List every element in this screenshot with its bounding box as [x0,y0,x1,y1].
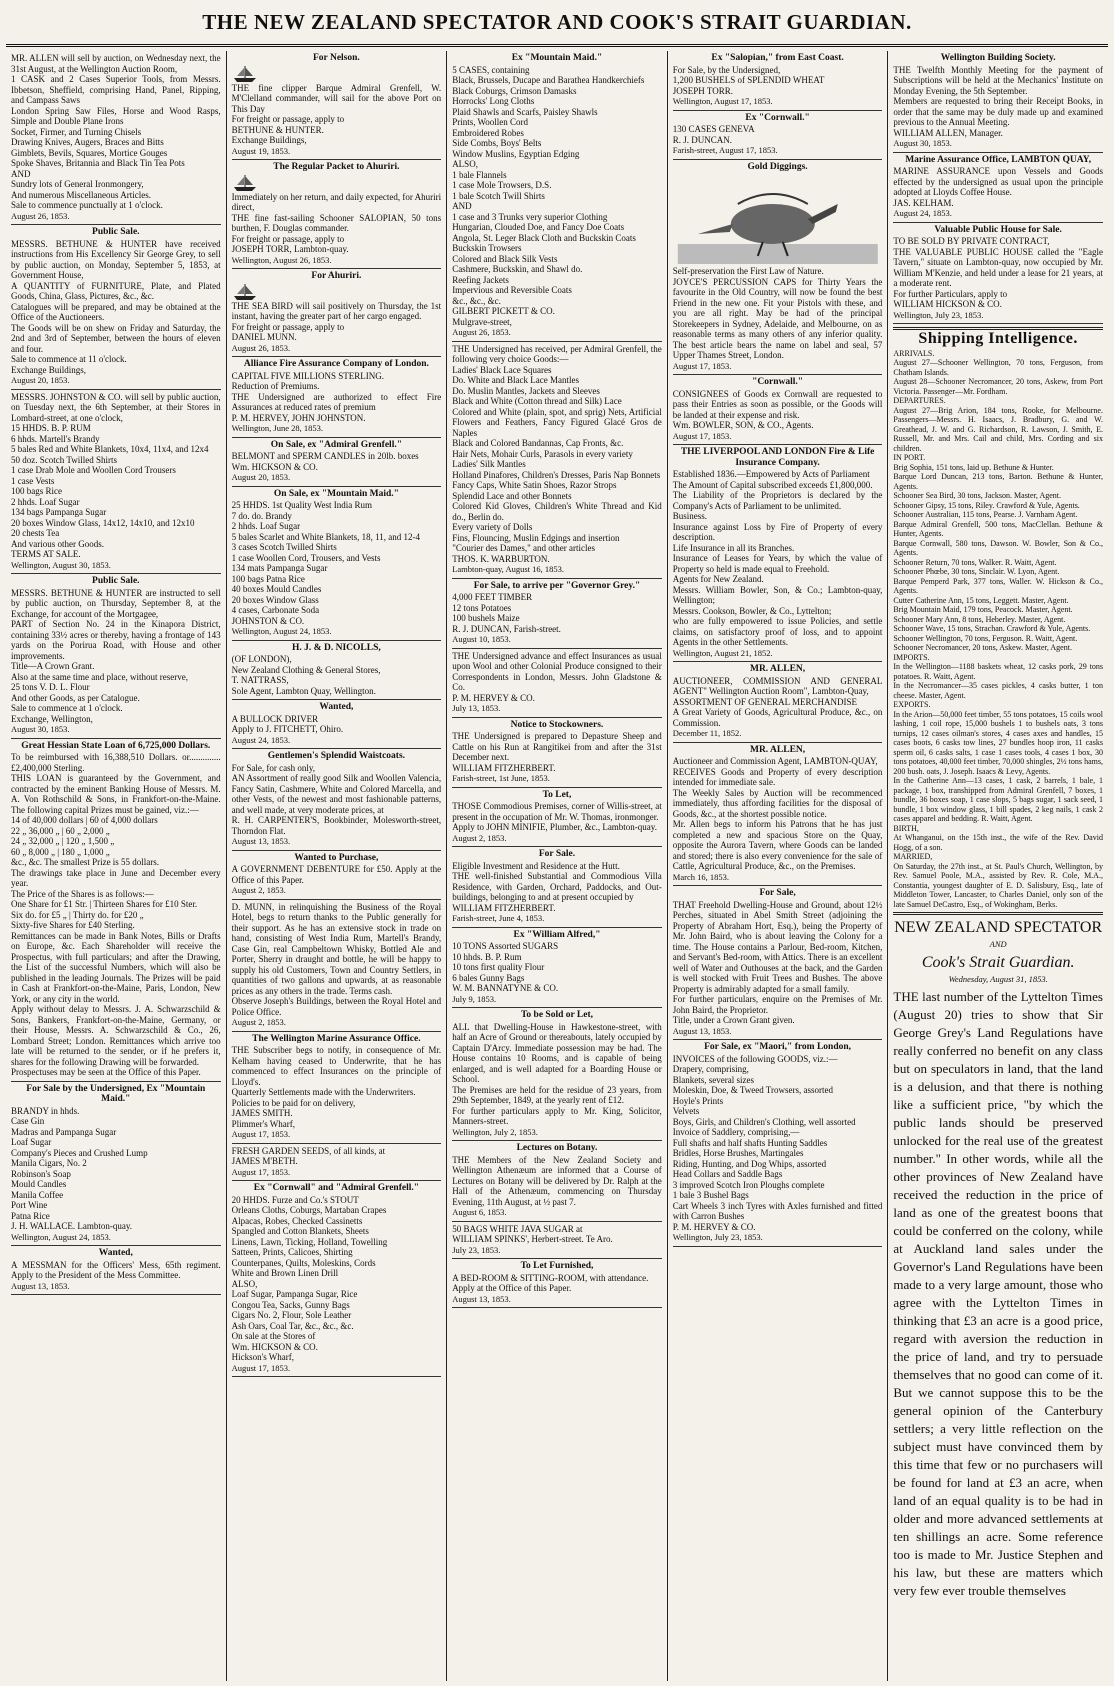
advertisement [673,662,883,743]
ad-body: D. MUNN, in relinquishing the Business of the Royal Hotel, begs to return thanks to the Public generally for their support. As he has an extensive stock in trade on hand, consisting of West India Rum, Martell's Brandy, Case Gin, real Campbeltown Whisky, Bottled Ale and Porter, Sherry in draught and bottle, he will be happy to supply his old Customers, Town and Country Settlers, in quantities of two gallons and upwards, at as reasonable prices as any others in the trade. Terms cash. Observe Joseph's Buildings, between the Royal Hotel and Police Office. [231,901,442,1017]
shipping-title: Shipping Intelligence. [918,330,1078,347]
ad-body: AUCTIONEER, COMMISSION AND GENERAL AGENT" Wellington Auction Room", Lambton-Quay, ASSORTMENT OF GENERAL MERCHANDISE A Great Variety of Goods, Agricultural Produce, &c., on Commission. [672,675,883,728]
ad-date: August 17, 1853. [672,430,732,441]
advertisement [452,788,662,848]
editorial-and: AND [989,939,1007,949]
ad-date: Farish-street, 1st June, 1853. [452,773,550,783]
shipping-body: ARRIVALS. August 27—Schooner Wellington, 70 tons, Ferguson, from Chatham Islands. August 28—Schooner Necromancer, 20 tons, Askew, from Port Victoria. Passenger—Mr. Fordham. DEPARTURES. August 27—Brig Arion, 184 tons, Rooke, for Melbourne. Passengers—Messrs. H. Isaacs, J. Bradbury, G. and W. Greathead, J. W. and G. Richardson, R. Lawson, J. Smith, E. Russell, Mr. and Mrs. Cail and child, Mrs. Cording and six children. IN PORT. Brig Sophia, 151 tons, laid up. Bethune & Hunter. Barque Lord Duncan, 213 tons, Barton. Bethune & Hunter, Agents. Schooner Sea Bird, 30 tons, Jackson. Master, Agent. Schooner Gipsy, 15 tons, Riley. Crawford & Yule, Agents. Schooner Australian, 115 tons, Pearse. J. Varnham Agent. Barque Admiral Grenfell, 500 tons, MacClellan. Bethune & Hunter, Agents. Barque Cornwall, 580 tons, Dawson. W. Bowler, Son & Co., Agents. Schooner Return, 70 tons, Walker. R. Waitt, Agent. Schooner Phœbe, 30 tons, Sinclair. W. Lyon, Agent. Barque Pemperd Park, 377 tons, Waller. W. Hickson & Co., Agents. Cutter Catherine Ann, 15 tons, Leggett. Master, Agent. Brig Mountain Maid, 179 tons, Peacock. Master, Agent. Schooner Mary Ann, 8 tons, Heberley. Master, Agent. Schooner Wave, 15 tons, Strachan. Crawford & Yule, Agents. Schooner Wellington, 70 tons, Ferguson. R. Waitt, Agent. Schooner Necromancer, 20 tons, Askew. Master, Agent. IMPORTS. In the Wellington—1188 baskets wheat, 12 casks pork, 29 tons potatoes. R. Waitt, Agent. In the Necromancer—35 cases pickles, 4 casks butter, 1 ton cheese. Master, Agent. EXPORTS. In the Arion—50,000 feet timber, 55 tons potatoes, 15 coils wool lashing, 1 coil rope, 15,000 bushels 1 to bushels oats, 3 tons turnips, 12 cases oilman's stores, 4 cases axes and handles, 15 cases boots, 6 casks tow lines, 27 bundles hoop iron, 11 casks sperm oil, 6 casks salts, 1 case 1 cases tools, 4 cases 1 box, 30 tons potatoes, 40,000 feet timber, 70,000 shingles, 2½ tons hams, 200 bush. oats, J. Joseph. Isaacs & Levy, Agents. In the Catherine Ann—13 cases, 1 cask, 2 barrels, 1 bale, 1 package, 1 box, transhipped from Admiral Grenfell, 7 boxes, 1 bundle, 36 boxes soap, 1 case slops, 5 bags sugar, 1 sack seed, 1 bundle, 1 box window glass, 1 bill spades, 2 keg nails, 1 cask 2 cases apparel and bedding. R. Waitt, Agent. BIRTH, At Whanganui, on the 15th inst., the wife of the Rev. David Hogg, of a son. MARRIED, On Saturday, the 27th inst., at St. Paul's Church, Wellington, by Rev. Samuel Poole, M.A., assisted by Rev. R. Cole, M.A., Constantia, youngest daughter of E. D. Salisbury, Esq., late of Middleton Tower, Lancaster, to Charles Daniel, only son of the late Samuel DeCastro, Esq., of Wokingham, Berks. [893,348,1103,909]
advertisement [452,649,662,718]
ad-date: July 9, 1853. [452,993,497,1004]
ad-heading: For Sale, to arrive per "Governor Grey." [473,580,641,591]
ad-body: INVOICES of the following GOODS, viz.:— Drapery, comprising, Blankets, several sizes Moleskin, Doe, & Tweed Trowsers, assorted Hoyle's Prints Velvets Boys, Girls, and Children's Clothing, well assorted Invoice of Saddlery, comprising,— Full shafts and half shafts Hunting Saddles Bridles, Horse Brushes, Martingales Riding, Hunting, and Dog Whips, assorted Head Collars and Saddle Bags 3 improved Scotch Iron Ploughs complete 1 bale 3 Bushel Bags Cart Wheels 3 inch Tyres with Axles furnished and fitted with Carron Bushes P. M. HERVEY & CO. [672,1053,883,1232]
ad-date: August 30, 1853. [893,138,952,148]
ad-heading: For Sale, [759,888,796,898]
ad-date: August 26, 1853. [452,327,511,337]
ad-date: Wellington, July 23, 1853. [893,309,984,320]
ad-heading: THE LIVERPOOL AND LONDON Fire & Life Insurance Company. [680,447,875,468]
ad-body: BRANDY in hhds. Case Gin Madras and Pampanga Sugar Loaf Sugar Company's Pieces and Crushed Lump Manila Cigars, No. 2 Robinson's Soap Mould Candles Manila Coffee Port Wine Patna Rice J. H. WALLACE. Lambton-quay. [11,1105,148,1231]
advertisement [452,928,662,1009]
ad-body: MARINE ASSURANCE upon Vessels and Goods effected by the undersigned as usual upon the principle adopted at Lloyds Coffee House. JAS. KELHAM. [893,166,1103,208]
ad-date: August 26, 1853. [231,342,291,353]
advertisement [232,1181,442,1377]
ad-heading: Public Sale. [92,227,140,237]
editorial-body: THE last number of the Lyttelton Times (August 20) tries to show that Sir George Grey's Land Regulations have really conferred no benefit on any class but on speculators in land, that the land is a delusion, and that there is nothing like a sufficient price, "by which the public lands should be preserved unlocked for the real use of the greatest number." In other words, while all the other provinces of New Zealand have received the reduction in the price of land as one of the greatest boons that could be conferred on the colony, while at Auckland land sales under the Governor's Land Regulations have been made to a very large amount, those who agree with the Lyttelton Times in thinking that £3 an acre is a good price, regard with aversion the reduction in the price of land, and try to persuade themselves that no good can come of it. But we cannot suppose this to be the general opinion of the Canterbury settlers; a very little reflection on the subject must have convinced them by this time that few or no purchasers will be found for land at £3 an acre, when land of an equal quality is to be had in older and more advanced settlements at ten shillings an acre. Some reference too is made to Mr. Justice Stephen and his law, but these are matters which very few ever trouble themselves [893,989,1103,1598]
ad-heading: Wellington Building Society. [940,53,1056,63]
advertisement [452,718,662,788]
ad-heading: For Nelson. [312,53,360,63]
advertisement [232,641,442,701]
ad-date: August 2, 1853. [452,832,507,843]
ad-date: Wellington, August 21, 1852. [672,647,773,658]
advertisement [452,342,662,579]
advertisement [452,579,662,649]
advertisement [893,51,1103,153]
advertisement [673,743,883,887]
ad-body: Immediately on her return, and daily expected, for Ahuriri direct, THE fine fast-sailing Schooner SALOPIAN, 50 tons burthen, F. Douglas commander. For freight or passage, apply to JOSEPH TORR, Lambton-quay. [231,191,442,254]
ad-date: August 13, 1853. [231,836,291,846]
ad-body: 4,000 FEET TIMBER 12 tons Potatoes 100 bushels Maize R. J. DUNCAN, Farish-street. [452,592,561,634]
advertisement [11,739,221,1082]
ad-date: August 2, 1853. [231,885,286,895]
ad-date: August 13, 1853. [452,1293,511,1304]
ad-heading: On Sale, ex "Admiral Grenfell." [270,439,402,450]
advertisement [232,749,442,851]
column-2 [227,51,448,1681]
ad-date: August 24, 1853. [231,734,291,745]
ad-heading: For Sale by the Undersigned, Ex "Mountain Maid." [26,1083,206,1104]
ad-heading: Ex "Cornwall." [745,112,810,123]
ad-date: Wellington, August 30, 1853. [11,559,111,570]
ad-date: August 17, 1853. [231,1166,291,1177]
advertisement [452,1222,662,1260]
ad-body: MR. ALLEN will sell by auction, on Wednesday next, the 31st August, at the Wellington Auction Room, 1 CASK and 2 Cases Superior Tools, from Messrs. Ibbetson, Sheffield, comprising Hand, Panel, Ripping, and Campass Saws London Spring Saw Files, Horse and Wood Rasps, Simple and Double Plane Irons Socket, Firmer, and Turning Chisels Drawing Knives, Augers, Braces and Bitts Gimblets, Bevils, Squares, Mortice Gouges Spoke Shaves, Britannia and Black Tin Tea Pots AND Sundry lots of General Ironmongery, And numerous Miscellaneous Articles. Sale to commence punctually at 1 o'clock. [11,53,221,210]
ad-body: THE Subscriber begs to notify, in consequence of Mr. Kelham having ceased to Underwrite, that he has commenced to effect Insurances on the principle of Lloyd's. Quarterly Settlements made with the Underwriters. Policies to be paid for on delivery, JAMES SMITH. Plimmer's Wharf, [231,1045,442,1129]
ad-body: CONSIGNEES of Goods ex Cornwall are requested to pass their Entries as soon as possible, or the Goods will be landed at their expense and risk. Wm. BOWLER, SON, & CO., Agents. [672,388,883,430]
advertisement [673,375,883,445]
ad-date: Wellington, August 26, 1853. [231,254,332,265]
ad-body: CAPITAL FIVE MILLIONS STERLING. Reduction of Premiums. THE Undersigned are authorized to effect Fire Assurances at reduced rates of premium P. M. HERVEY, JOHN JOHNSTON. [231,370,442,423]
ad-heading: To Let Furnished, [520,1261,594,1271]
ad-heading: Valuable Public House for Sale. [934,224,1062,235]
ad-heading: Great Hessian State Loan of 6,725,000 Dollars. [21,740,211,751]
ad-date: August 24, 1853. [893,208,952,218]
advertisement [232,1032,442,1144]
ad-heading: MR. ALLEN, [749,744,806,755]
ad-body: (OF LONDON), New Zealand Clothing & General Stores, T. NATTRASS, Sole Agent, Lambton Quay, Wellington. [231,654,381,696]
ad-heading: Public Sale. [92,576,140,586]
advertisement [452,1259,662,1308]
ad-body: THE Undersigned has received, per Admiral Grenfell, the following very choice Goods:— Ladies' Black Lace Squares Do. White and Black Lace Mantles Do. Muslin Mantles, Jackets and Sleeves Black and White (Cotton thread and Silk) Lace Colored and White (plain, spot, and sprig) Nets, Artificial Flowers and Feathers, Fancy Figured Glacé Gros de Naples Black and Colored Bandannas, Cap Fronts, &c. Hair Nets, Mohair Curls, Parasols in every variety Ladies' Silk Mantles Holland Pinafores, Children's Dresses, Paris Nap Bonnets Fancy Caps, White Satin Shoes, Razor Strops Splendid Lace and other Bonnets Colored Kid Gloves, Children's White Thread and Kid do., Berlin do. Every variety of Dolls Fins, Flouncing, Muslin Edgings and insertion "Courier des Dames," and other articles THOS. K. WARBURTON. [452,343,662,564]
hunting-bird-engraving-icon [673,174,883,264]
ad-body: THE SEA BIRD will sail positively on Thursday, the 1st instant, having the greater part of her cargo engaged. For freight or passage, apply to DANIEL MUNN. [231,300,442,342]
advertisement [232,700,442,749]
ad-date: Wellington, July 2, 1853. [452,1126,538,1137]
ad-body: MESSRS. BETHUNE & HUNTER are instructed to sell by public auction, on Thursday, September 8, at the Exchange, for account of the Mortgagee, PART of Section No. 24 in the Kinapora District, containing 33½ acres or thereby, having a frontage of 143 yards on the Porirua Road, with House and other improvements. Title—A Crown Grant. Also at the same time and place, without reserve, 25 tons V. D. L. Flour And other Goods, as per Catalogue. Sale to commence at 1 o'clock. Exchange, Wellington, [11,587,221,724]
ad-date: August 20, 1853. [11,375,70,385]
ad-date: December 11, 1852. [672,728,742,738]
ad-heading: Lectures on Botany. [516,1143,598,1153]
advertisement [232,1144,442,1182]
ad-date: August 2, 1853. [231,1017,286,1027]
ad-body: MESSRS. JOHNSTON & CO. will sell by public auction, on Tuesday next, the 6th September, at their Stores in Lombard-street, at one o'clock, 15 HHDS. B. P. RUM 6 hhds. Martell's Brandy 5 bales Red and White Blankets, 10x4, 11x4, and 12x4 50 doz. Scotch Twilled Shirts 1 case Drab Mole and Woollen Cord Trousers 1 case Vests 100 bags Rice 2 hhds. Loaf Sugar 134 bags Pampanga Sugar 20 boxes Window Glass, 14x12, 14x10, and 12x10 20 chests Tea And various other Goods. TERMS AT SALE. [11,391,221,559]
ad-date: Wellington, June 28, 1853. [231,423,323,433]
ad-heading: MR. ALLEN, [749,664,806,674]
ad-heading: For Ahuriri. [311,271,362,281]
ad-heading: For Sale, ex "Maori," from London, [704,1042,852,1052]
ad-body: MESSRS. BETHUNE & HUNTER have received instructions from His Excellency Sir George Grey, to sell by public auction, on Monday, September 5, 1853, at Government House, A QUANTITY of FURNITURE, Plate, and Plated Goods, China, Glass, Pictures, &c., &c. Catalogues will be prepared, and may be obtained at the Office of the Auctioneers. The Goods will be on shew on Friday and Saturday, the 2nd and 3rd of September, between the hours of eleven and four. Sale to commence at 11 o'clock. Exchange Buildings, [11,238,221,375]
ad-heading: On Sale, ex "Mountain Maid." [273,488,399,499]
ad-body: Auctioneer and Commission Agent, LAMBTON-QUAY, RECEIVES Goods and Property of every description intended for immediate sale. The Weekly Sales by Auction will be recommenced immediately, thus affording facilities for the disposal of Goods, &c., at the shortest possible notice. Mr. Allen begs to inform his Patrons that he has just completed a new and spacious Store on the Quay, opposite the Aurora Tavern, where Goods can be landed and stored; there is also every convenience for the sale of Cattle, Agricultural Produce, &c., on the Premises. [672,756,883,871]
advertisement [11,51,221,225]
ad-date: Wellington, July 23, 1853. [672,1232,763,1242]
ad-date: July 23, 1853. [452,1244,501,1255]
advertisement [11,1246,221,1295]
column-4 [668,51,889,1681]
ad-heading: Ex "Salopian," from East Coast. [711,53,844,63]
ad-date: Lambton-quay, August 16, 1853. [452,564,565,574]
ad-body: Self-preservation the First Law of Nature. JOYCE'S PERCUSSION CAPS for Thirty Years the favourite in the Old Country, will now be found the best Friend in the new one. Fit your Pistols with these, and you are all right. May be had of the principal Storekeepers in Sydney, Adelaide, and Melbourne, on as reasonable terms as many others of any inferior quality. The best article bears the name on label and seal, 57 Upper Thames Street, London. [672,266,883,360]
ad-date: August 10, 1853. [452,634,511,644]
ship-icon [232,283,258,301]
advertisement [232,487,442,641]
ad-body: For Sale, for cash only, AN Assortment of really good Silk and Woollen Valencia, Fancy Satin, Cashmere, White and Colored Marcella, and other Vests, of the newest and most fashionable patterns, and well made, at very moderate prices, at R. H. CARPENTER'S, Bookbinder, Molesworth-street, Thorndon Flat. [231,762,442,836]
ad-date: August 19, 1853. [231,145,291,156]
ad-date: August 20, 1853. [231,472,291,482]
ad-heading: To Let, [542,789,572,800]
advertisement [673,886,883,1040]
ad-body: 5 CASES, containing Black, Brussels, Ducape and Barathea Handkerchiefs Black Coburgs, Crimson Damasks Horrocks' Long Cloths Plaid Shawls and Scarfs, Paisley Shawls Prints, Woollen Cord Embroidered Robes Side Combs, Boys' Belts Window Muslins, Egyptian Edging ALSO, 1 bale Flannels 1 case Mole Trowsers, D.S. 1 bale Scotch Twill Shirts AND 1 case and 3 Trunks very superior Clothing Hungarian, Clouded Doe, and Fancy Doe Coats Angola, St. Leger Black Cloth and Buckskin Coats Buckskin Trowsers Colored and Black Silk Vests Cashmere, Buckskin, and Shawl do. Reefing Jackets Impervious and Reversible Coats &c., &c., &c. GILBERT PICKETT & CO. Mulgrave-street, [452,64,645,327]
ad-date: August 17, 1853. [231,1362,291,1373]
ad-date: August 13, 1853. [672,1025,732,1036]
ad-heading: Ex "Cornwall" and "Admiral Grenfell." [253,1183,420,1193]
ad-body: ALL that Dwelling-House in Hawkestone-street, with half an Acre of Ground or thereabouts, lately occupied by Captain D'Arcy. Immediate possession may be had. The House contains 10 Rooms, and is capable of being enlarged, and is well adapted for a Boarding House or School. The Premises are held for the residue of 23 years, from 29th September, 1849, at the yearly rent of £12. For further particulars apply to Mr. King, Solicitor, Manners-street. [452,1021,662,1126]
ad-date: August 26, 1853. [11,210,70,221]
ad-date: Farish-street, August 17, 1853. [672,145,778,155]
ad-date: August 6, 1853. [452,1207,507,1217]
ad-heading: To be Sold or Let, [520,1010,594,1020]
ad-body: THE Twelfth Monthly Meeting for the payment of Subscriptions will be held at the Mechanics' Institute on Monday Evening, the 5th September. Members are requested to bring their Receipt Books, in order that the same may be duly made up and examined previous to the Annual Meeting. WILLIAM ALLEN, Manager. [893,64,1103,138]
ad-heading: Ex "William Alfred," [513,929,601,940]
advertisement [452,847,662,928]
column-1 [6,51,227,1681]
advertisement [11,1082,221,1247]
ad-body: A MESSMAN for the Officers' Mess, 65th regiment. Apply to the President of the Mess Committee. [11,1259,221,1280]
ship-icon [232,65,258,83]
ad-body: FRESH GARDEN SEEDS, of all kinds, at JAMES M'BETH. [231,1145,386,1166]
ad-body: A BULLOCK DRIVER Apply to J. FITCHETT, Ohiro. [231,713,344,734]
advertisement [673,1040,883,1247]
ad-heading: Marine Assurance Office, LAMBTON QUAY, [905,154,1092,165]
advertisement [673,111,883,160]
ad-heading: Gold Diggings. [747,161,808,172]
ad-date: August 17, 1853. [231,1129,291,1139]
ad-heading: For Sale. [538,849,576,859]
ad-body: 130 CASES GENEVA R. J. DUNCAN. [672,124,755,145]
column-3 [447,51,668,1681]
ad-body: THAT Freehold Dwelling-House and Ground, about 12½ Perches, situated in Abel Smith Street (adjoining the Property of Abraham Hort, Esq.), being the Property of Mr. John Baird, who is about leaving the Colony for a time. The House contains a Parlour, Bed-room, Kitchen, and Servant's Bed-room, with Attics. There is an excellent well of Water and Outhouses at the back, and the Garden is well stocked with Fruit Trees and Bushes. The above Property is admirably adapted for a small family. For further particulars, enquire on the Premises of Mr. John Baird, the Proprietor. Title, under a Crown Grant given. [672,899,883,1025]
ad-body: 20 HHDS. Furze and Co.'s STOUT Orleans Cloths, Coburgs, Martaban Crapes Alpacas, Robes, Checked Cassinetts Spangled and Cotton Blankets, Sheets Linens, Lawn, Ticking, Holland, Towelling Satteen, Prints, Calicoes, Shirting Counterpanes, Quilts, Moleskins, Cords White and Brown Linen Drill ALSO, Loaf Sugar, Pampanga Sugar, Rice Congou Tea, Sacks, Gunny Bags Cigars No. 2, Flour, Sole Leather Ash Oars, Coal Tar, &c., &c., &c. On sale at the Stores of Wm. HICKSON & CO. Hickson's Wharf, [231,1194,388,1362]
ad-body: TO BE SOLD BY PRIVATE CONTRACT, THE VALUABLE PUBLIC HOUSE called the "Eagle Tavern," situate on Lambton-quay, now occupied by Mr. William M'Kenzie, and held under a lease for 21 years, at a moderate rent. For further Particulars, apply to WILLIAM HICKSON & CO. [893,236,1103,309]
ad-body: THE fine clipper Barque Admiral Grenfell, W. M'Clelland commander, will sail for the above Port on This Day For freight or passage, apply to BETHUNE & HUNTER. Exchange Buildings, [231,82,442,145]
masthead [6,0,1108,47]
ad-body: For Sale, by the Undersigned, 1,200 BUSHELS of SPLENDID WHEAT JOSEPH TORR. [672,64,825,96]
ad-body: THOSE Commodious Premises, corner of Willis-street, at present in the occupation of Mr. W. Thomas, ironmonger. Apply to JOHN MINIFIE, Plumber, &c., Lambton-quay. [452,801,662,832]
advertisement [232,900,442,1032]
ad-date: August 17, 1853. [672,360,732,371]
ad-date: July 13, 1853. [452,703,501,713]
ad-body: THE Members of the New Zealand Society and Wellington Athenæum are informed that a Course of Lectures on Botany will be delivered by Dr. Ralph at the Hall of the Athenæum, commencing on Thursday Evening, 11th August, at ½ past 7. [452,1154,662,1207]
columns [6,51,1108,1681]
ad-body: 10 TONS Assorted SUGARS 10 hhds. B. P. Rum 10 tons first quality Flour 6 bales Gunny Bags W. M. BANNATYNE & CO. [452,941,559,993]
advertisement [232,357,442,438]
advertisement [893,153,1103,223]
ad-heading: "Cornwall." [752,377,804,387]
divider [893,912,1103,915]
ad-date: Wellington, August 24, 1853. [231,626,332,636]
ship-icon [232,174,258,192]
ad-body: A BED-ROOM & SITTING-ROOM, with attendance. Apply at the Office of this Paper. [452,1272,649,1293]
editorial-subtitle: Cook's Strait Guardian. [921,953,1075,971]
editorial-date: Wednesday, August 31, 1853. [948,973,1048,984]
advertisement [232,51,442,160]
ad-date: Wellington, August 17, 1853. [672,96,773,106]
advertisement [11,574,221,739]
advertisement [673,51,883,111]
ad-date: Wellington, August 24, 1853. [11,1231,111,1242]
ad-body: 25 HHDS. 1st Quality West India Rum 7 do. do. Brandy 2 hhds. Loaf Sugar 5 bales Scarlet and White Blankets, 18, 11, and 12-4 3 cases Scotch Twilled Shirts 1 case Woollen Cord, Trousers, and Vests 134 mats Pampanga Sugar 100 bags Patna Rice 40 boxes Mould Candles 20 boxes Window Glass 4 cases, Carbonate Soda JOHNSTON & CO. [231,500,421,626]
advertisement [452,1141,662,1222]
ad-date: August 13, 1853. [11,1280,70,1291]
ad-body: THE Undersigned is prepared to Depasture Sheep and Cattle on his Run at Rangitikei from and after the 31st December next. WILLIAM FITZHERBERT. [452,731,662,773]
advertisement [893,223,1103,325]
newspaper-title: THE NEW ZEALAND SPECTATOR AND COOK'S STRAIT GUARDIAN. [202,9,912,34]
advertisement [232,438,442,487]
advertisement [673,445,883,662]
ad-heading: Gentlemen's Splendid Waistcoats. [267,751,406,761]
ad-body: 50 BAGS WHITE JAVA SUGAR at WILLIAM SPINKS', Herbert-street. Te Aro. [452,1223,613,1244]
advertisement [452,51,662,342]
ad-body: Eligible Investment and Residence at the Hutt. THE well-finished Substantial and Commodious Villa Residence, with Garden, Orchard, Paddocks, and Out-buildings, belonging to and at present occupied by WILLIAM FITZHERBERT. [452,860,662,913]
ad-body: To be reimbursed with 16,388,510 Dollars. or..............£2,400,000 Sterling. THIS LOAN is guaranteed by the Government, and contracted by the eminent Banking House of Messrs. M. A. Von Rothschild & Sons, in Frankfort-on-the-Maine. The following capital Prizes must be gained, viz.:— 14 of 40,000 dollars | 60 of 4,000 dollars 22 „ 36,000 „ | 60 „ 2,000 „ 24 „ 32,000 „ | 120 „ 1,500 „ 60 „ 8,000 „ | 180 „ 1,000 „ &c., &c. The smallest Prize is 55 dollars. The drawings take place in June and December every year. The Price of the Shares is as follows:— One Share for £1 Str. | Thirteen Shares for £10 Ster. Six do. for £5 „ | Thirty do. for £20 „ Sixty-five Shares for £40 Sterling. Remittances can be made in Bank Notes, Bills or Drafts on Europe, &c. Each Shareholder will receive the Prospectus, with full particulars; and after the Drawing, the List of the successful Numbers, which will also be published in the leading Journals. The Prizes will be paid in Cash at Frankfort-on-the-Maine, Paris, London, New York, or any city in the world. Apply without delay to Messrs. J. A. Schwarzschild & Sons, Bankers, Frankfort-on-the-Maine, Germany, or their House, Messrs. A. Schwarzschild & Co., 26, Lombard Street; London. Remittances which arrive too late will be returned to the sender, or if he prefers it, shares for the following Drawing will be forwarded. Prospectuses may be seen at the Office of this Paper. [11,752,221,1077]
column-5 [888,51,1108,1681]
editorial-title: NEW ZEALAND SPECTATOR [894,919,1103,936]
advertisement [232,851,442,900]
ad-date: March 16, 1853. [672,871,729,882]
ad-heading: Wanted, [319,702,354,712]
advertisement [673,160,883,376]
ad-heading: Notice to Stockowners. [510,719,604,730]
ad-date: August 30, 1853. [11,724,70,734]
ad-body: BELMONT and SPERM CANDLES in 20lb. boxes Wm. HICKSON & CO. [231,451,419,472]
advertisement [232,269,442,357]
advertisement [11,225,221,390]
ad-heading: H. J. & D. NICOLLS, [292,642,381,653]
advertisement [232,160,442,269]
ad-heading: Wanted, [98,1248,133,1258]
ad-heading: The Regular Packet to Ahuriri. [273,162,400,172]
ad-date: Farish-street, June 4, 1853. [452,913,545,923]
advertisement [11,390,221,575]
advertisement [452,1008,662,1141]
ad-heading: Alliance Fire Assurance Company of London. [243,359,429,369]
ad-heading: The Wellington Marine Assurance Office. [252,1033,421,1044]
ad-heading: Wanted to Purchase, [294,852,379,863]
ad-body: Established 1836.—Empowered by Acts of Parliament The Amount of Capital subscribed exceeds £1,800,000. The Liability of the Proprietors is declared by the Company's Acts of Parliament to be unlimited. Business. Insurance against Loss by Fire of Property of every description. Life Insurance in all its Branches. Insurance of Leases for Years, by which the value of Property so held is made equal to Freehold. Agents for New Zealand. Messrs. William Bowler, Son, & Co.; Lambton-quay, Wellington; Messrs. Cookson, Bowler, & Co., Lyttelton; who are fully empowered to issue Policies, and settle claims, on satisfactory proof of loss, and to appoint Agents in the other Settlements. [672,469,883,647]
ad-body: THE Undersigned advance and effect Insurances as usual upon Wool and other Colonial Produce consigned to their Correspondents in London, Messrs. John Gladstone & Co. P. M. HERVEY & CO. [452,650,662,703]
ad-body: A GOVERNMENT DEBENTURE for £50. Apply at the Office of this Paper. [231,864,442,885]
ad-heading: Ex "Mountain Maid." [511,53,603,63]
